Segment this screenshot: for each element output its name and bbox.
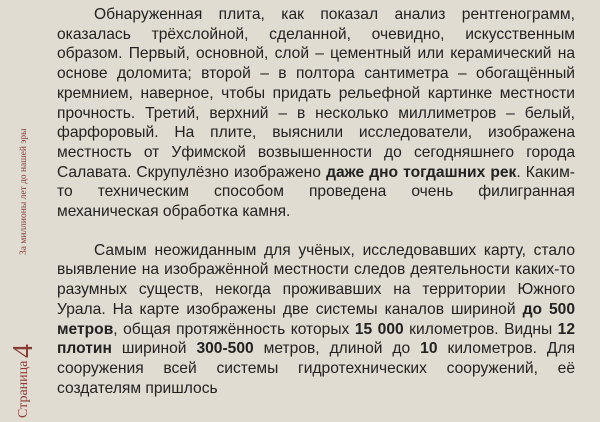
article-body xyxy=(57,5,575,398)
text-run: шириной xyxy=(111,340,197,358)
page-sidebar xyxy=(0,0,48,422)
bold-text-run: даже дно тогдашних рек xyxy=(326,163,517,181)
paragraph-2 xyxy=(57,241,575,399)
bold-text-run: 300-500 xyxy=(196,340,254,358)
text-run: , общая протяжённость которых xyxy=(113,320,355,338)
bold-text-run: 12 плотин xyxy=(57,320,575,358)
text-run: Обнаруженная плита, как показал анализ рентгенограмм, оказалась трёхслойной, сделанной, очевидно, искусственным образом. Первый, основной, слой – цементный или керамический на основе доломита; второй – в полтора сантиметра – обогащённый кремнием, наверное, чтобы придать рельефной картинке местности прочность. Третий, верхний – в несколько миллиметров – белый, фарфоровый. На плите, выяснили исследователи, изображена местность от Уфимской возвышенности до сегодняшнего города Салавата. Скрупулёзно изображено xyxy=(57,6,575,181)
page-label: Страница xyxy=(16,360,31,418)
running-title: За миллионы лет до нашей эры xyxy=(19,128,29,255)
page-number-value: 4 xyxy=(8,343,39,358)
paragraph-1 xyxy=(57,5,575,222)
bold-text-run: 10 xyxy=(420,340,438,358)
text-run: . Каким-то техническим способом проведена очень филигранная механическая обработка камня. xyxy=(57,163,575,221)
text-run: километров. Для сооружения всей системы гидротехнических сооружений, её создателям пришлось xyxy=(57,340,576,397)
bold-text-run: до 500 метров xyxy=(57,300,575,338)
page-number xyxy=(8,318,40,418)
bold-text-run: 15 000 xyxy=(354,320,404,338)
text-run: метров, длиной до xyxy=(253,340,421,358)
text-run: Самым неожиданным для учёных, исследовавших карту, стало выявление на изображённой местности следов деятельности каких-то разумных существ, некогда проживавших на территории Южного Урала. На карте изображены две системы каналов шириной xyxy=(57,241,575,318)
text-run: километров. Видны xyxy=(403,320,558,338)
